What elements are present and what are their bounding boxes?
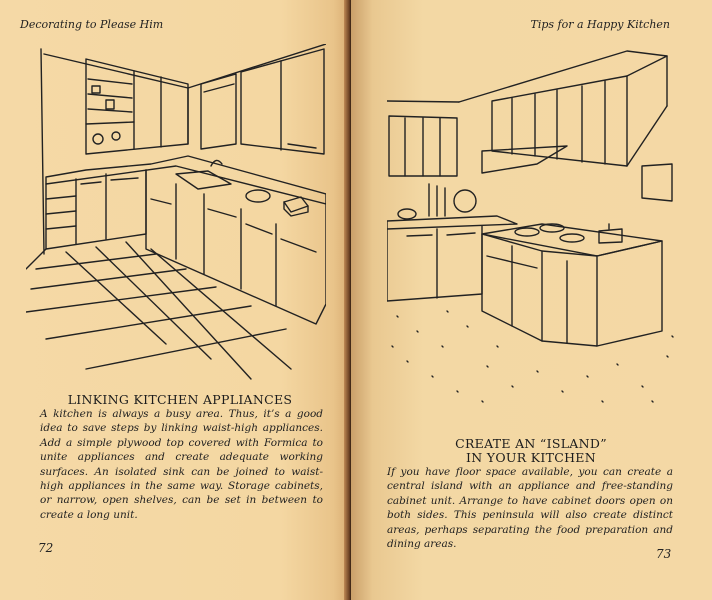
kitchen-island-illustration — [387, 46, 687, 406]
right-page — [351, 0, 712, 600]
right-heading-line2: IN YOUR KITCHEN — [466, 450, 596, 465]
left-page-number: 72 — [38, 541, 54, 555]
right-page-number: 73 — [656, 547, 672, 561]
left-body-text: A kitchen is always a busy area. Thus, it’s a good idea to save steps by linking waist-high appliances. Add a simple plywood top covered with Formica to unite appliances and create adequate working surfaces. An isolated sink can be joined to waist-high appliances in the same way. Storage cabinets, or narrow, open shelves, can be set in between to create a long unit. — [40, 408, 323, 521]
right-body-text: If you have floor space available, you can create a central island with an appliance and free-standing cabinet unit. Arrange to have cabinet doors open on both sides. This peninsula will also create distinct areas, perhaps separating the food preparation and dining areas. — [387, 466, 673, 551]
l-shaped-kitchen-illustration — [26, 44, 326, 389]
left-running-head: Decorating to Please Him — [20, 18, 164, 31]
right-heading-line1: CREATE AN “ISLAND” — [455, 436, 607, 451]
right-running-head: Tips for a Happy Kitchen — [530, 18, 670, 31]
left-page — [0, 0, 351, 600]
left-heading: LINKING KITCHEN APPLIANCES — [67, 392, 293, 407]
